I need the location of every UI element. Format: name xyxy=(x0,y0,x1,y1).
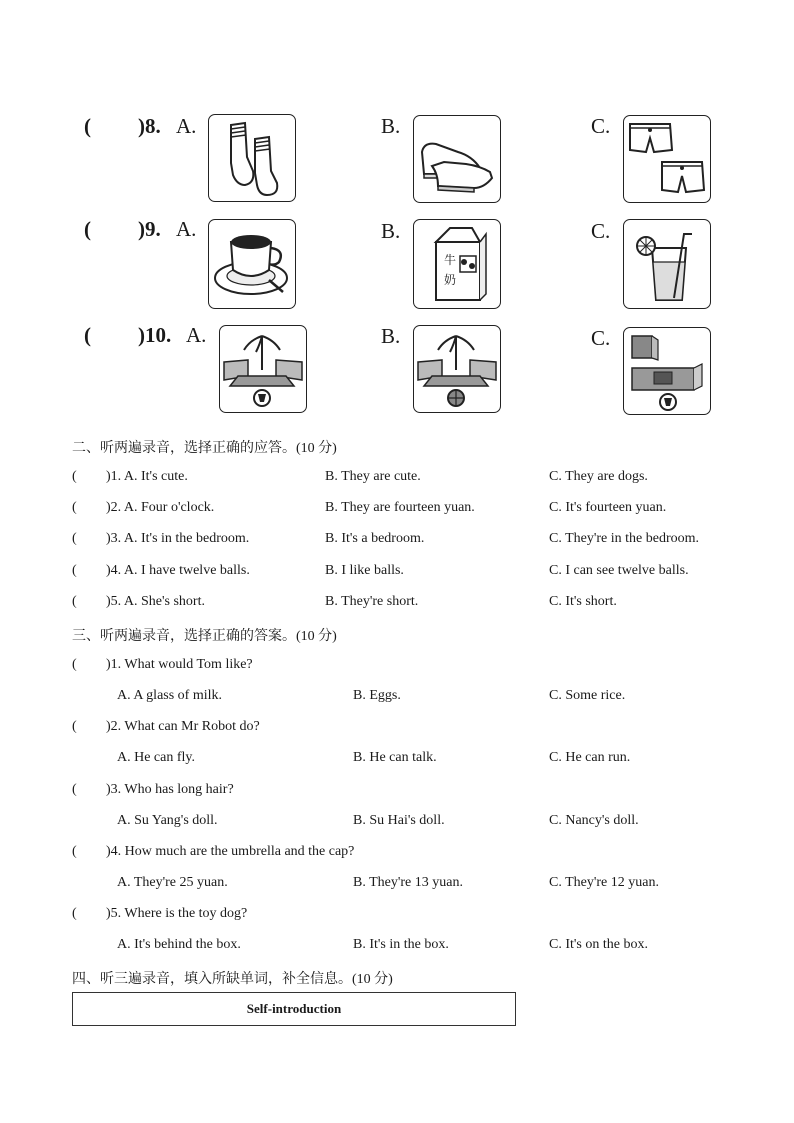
option-b: B. They're 13 yuan. xyxy=(353,875,463,890)
answer-paren[interactable]: ( xyxy=(84,217,91,241)
living-room-ball-icon xyxy=(413,325,501,413)
shoes-icon xyxy=(413,115,501,203)
question-text: )2. What can Mr Robot do? xyxy=(106,719,260,734)
option-c: C. It's short. xyxy=(549,594,617,609)
section-2-title: 二、听两遍录音，选择正确的应答。(10 分) xyxy=(72,441,337,456)
option-c: C. He can run. xyxy=(549,750,631,765)
question-option-a: )1. A. It's cute. xyxy=(106,469,188,484)
answer-paren[interactable]: ( xyxy=(72,594,77,609)
option-c: C. They are dogs. xyxy=(549,469,648,484)
option-b-label: B. xyxy=(381,324,401,348)
option-c: C. Nancy's doll. xyxy=(549,813,639,828)
milk-text-1: 牛 xyxy=(444,253,457,267)
table-title: Self-introduction xyxy=(246,1001,342,1016)
question-text: )3. Who has long hair? xyxy=(106,782,234,797)
option-b-label: B. xyxy=(381,219,401,243)
option-b: B. It's in the box. xyxy=(353,937,449,952)
socks-icon xyxy=(208,114,296,202)
option-b: B. He can talk. xyxy=(353,750,437,765)
answer-paren[interactable]: ( xyxy=(72,719,77,734)
question-option-a: )5. A. She's short. xyxy=(106,594,205,609)
option-b: B. They are fourteen yuan. xyxy=(325,500,475,515)
answer-paren[interactable]: ( xyxy=(72,657,77,672)
option-c-label: C. xyxy=(591,219,611,243)
option-a: A. He can fly. xyxy=(117,750,196,765)
question-option-a: )2. A. Four o'clock. xyxy=(106,500,215,515)
option-c: C. Some rice. xyxy=(549,688,626,703)
answer-paren[interactable]: ( xyxy=(84,323,91,347)
coffee-cup-icon xyxy=(208,219,296,309)
option-a: A. Su Yang's doll. xyxy=(117,813,218,828)
answer-paren[interactable]: ( xyxy=(72,844,77,859)
option-a: A. A glass of milk. xyxy=(117,688,223,703)
section-3-title: 三、听两遍录音，选择正确的答案。(10 分) xyxy=(72,629,337,644)
shorts-icon xyxy=(623,115,711,203)
option-b: B. I like balls. xyxy=(325,563,404,578)
option-b-label: B. xyxy=(381,114,401,138)
option-a-label: A. xyxy=(186,323,207,347)
answer-paren[interactable]: ( xyxy=(72,500,77,515)
question-number: )9. xyxy=(138,217,161,241)
option-c: C. I can see twelve balls. xyxy=(549,563,689,578)
option-a: A. It's behind the box. xyxy=(117,937,241,952)
option-c: C. It's fourteen yuan. xyxy=(549,500,667,515)
option-b: B. It's a bedroom. xyxy=(325,531,425,546)
question-option-a: )3. A. It's in the bedroom. xyxy=(106,531,250,546)
option-c-label: C. xyxy=(591,114,611,138)
question-text: )4. How much are the umbrella and the cap? xyxy=(106,844,355,859)
section-4-title: 四、听三遍录音，填入所缺单词，补全信息。(10 分) xyxy=(72,972,393,987)
option-a: A. They're 25 yuan. xyxy=(117,875,228,890)
question-number: )10. xyxy=(138,323,172,347)
answer-paren[interactable]: ( xyxy=(72,563,77,578)
option-c-label: C. xyxy=(591,326,611,350)
milk-carton-icon xyxy=(413,219,501,309)
question-number: )8. xyxy=(138,114,161,138)
answer-paren[interactable]: ( xyxy=(84,114,91,138)
option-b: B. They're short. xyxy=(325,594,419,609)
option-c: C. They're 12 yuan. xyxy=(549,875,659,890)
milk-text-2: 奶 xyxy=(444,273,457,287)
answer-paren[interactable]: ( xyxy=(72,782,77,797)
answer-paren[interactable]: ( xyxy=(72,906,77,921)
answer-paren[interactable]: ( xyxy=(72,531,77,546)
kitchen-ball-icon xyxy=(623,327,711,415)
living-room-ball-icon xyxy=(219,325,307,413)
option-b: B. They are cute. xyxy=(325,469,421,484)
question-option-a: )4. A. I have twelve balls. xyxy=(106,563,250,578)
question-text: )5. Where is the toy dog? xyxy=(106,906,248,921)
option-c: C. They're in the bedroom. xyxy=(549,531,700,546)
option-a-label: A. xyxy=(176,114,197,138)
answer-paren[interactable]: ( xyxy=(72,469,77,484)
option-b: B. Su Hai's doll. xyxy=(353,813,445,828)
option-a-label: A. xyxy=(176,217,197,241)
juice-glass-icon xyxy=(623,219,711,309)
self-introduction-table xyxy=(72,992,516,1026)
option-c: C. It's on the box. xyxy=(549,937,648,952)
question-text: )1. What would Tom like? xyxy=(106,657,253,672)
option-b: B. Eggs. xyxy=(353,688,401,703)
